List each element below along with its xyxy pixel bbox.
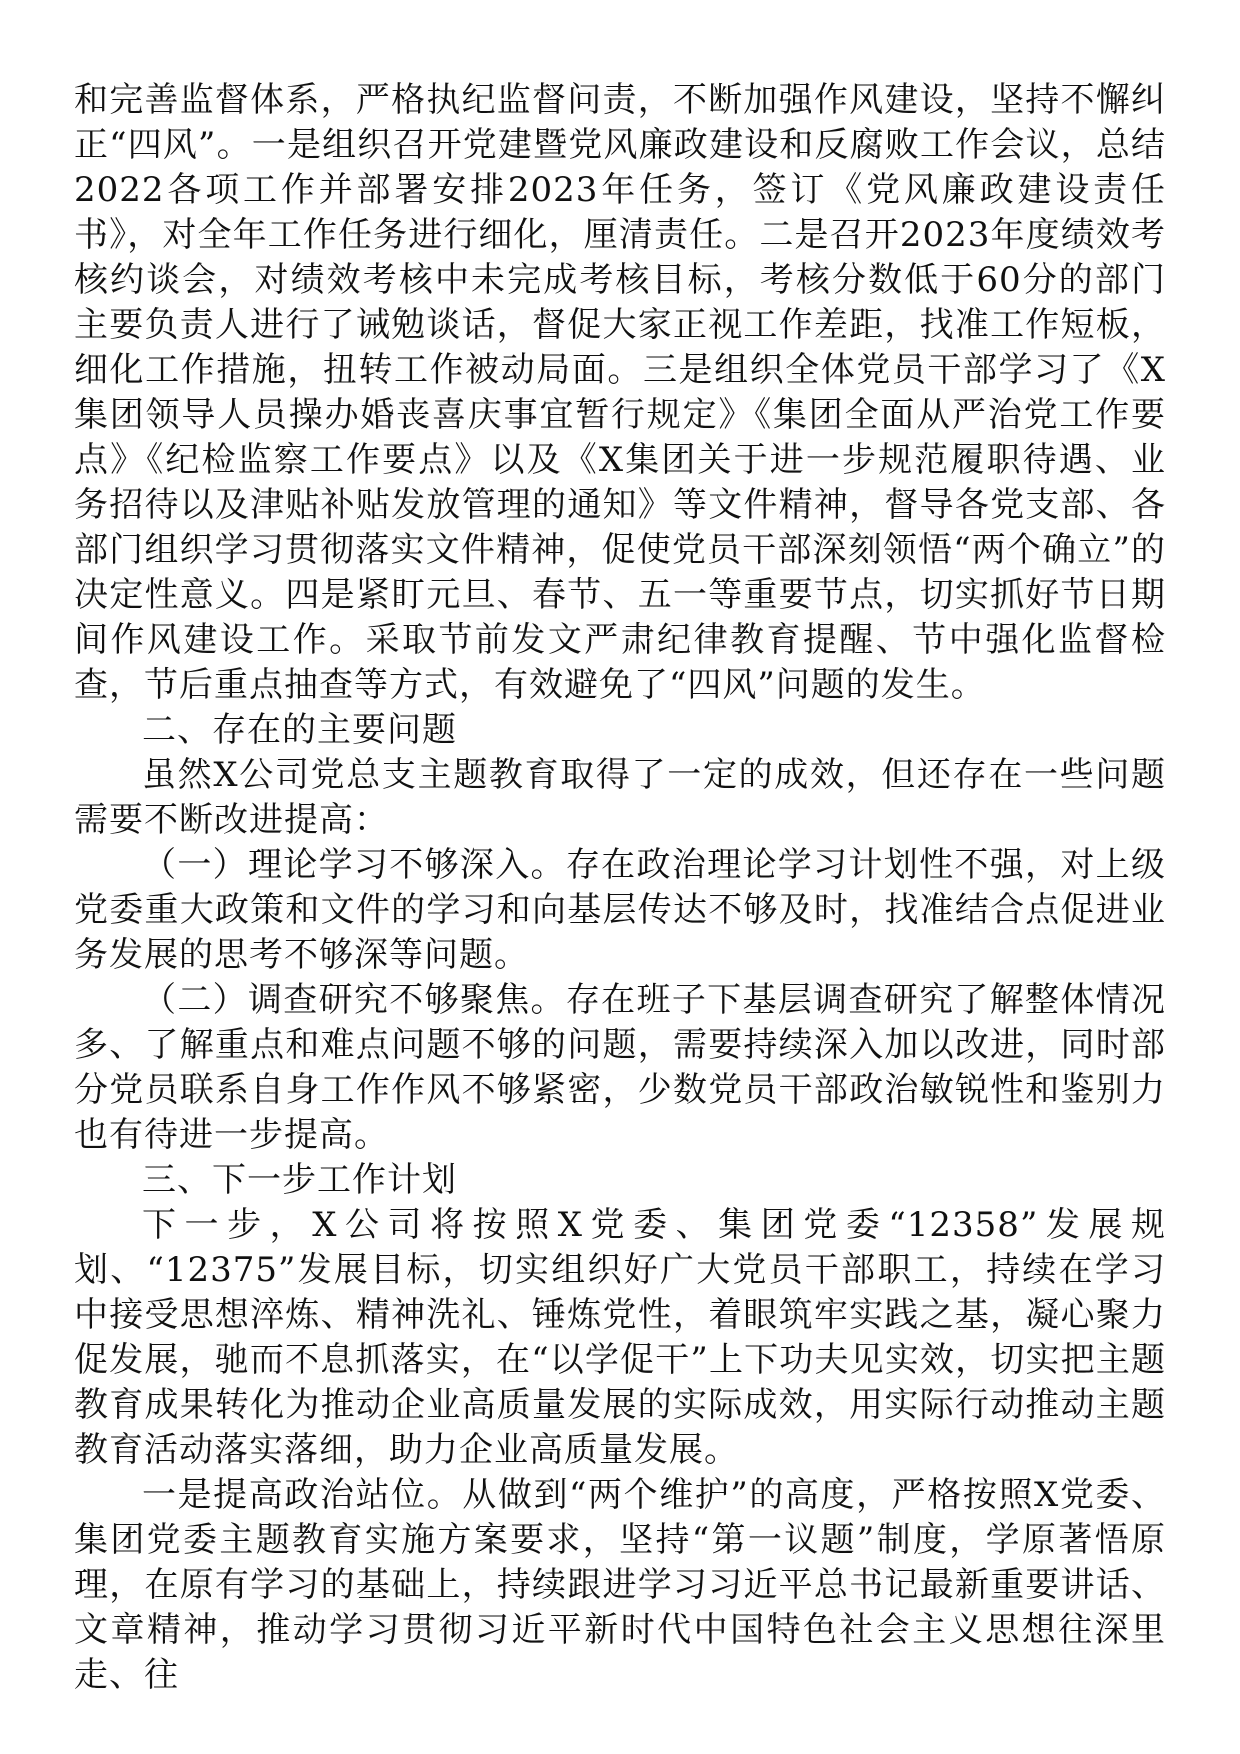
paragraph-next-step: 下一步，X公司将按照X党委、集团党委“12358”发展规划、“12375”发展目标，切实组织好广大党员干部职工，持续在学习中接受思想淬炼、精神洗礼、锤炼党性，着眼筑牢实践之基，凝心聚力促发展，驰而不息抓落实，在“以学促干”上下功夫见实效，切实把主题教育成果转化为推动企业高质量发展的实际成效，用实际行动推动主题教育活动落实落细，助力企业高质量发展。	[74, 1205, 1166, 1470]
section-heading-main-problems: 二、存在的主要问题	[142, 710, 457, 750]
document-body	[74, 78, 1166, 1698]
paragraph-supervision-work: 和完善监督体系，严格执纪监督问责，不断加强作风建设，坚持不懈纠正“四风”。一是组织召开党建暨党风廉政建设和反腐败工作会议，总结2022各项工作并部署安排2023年任务，签订《党风廉政建设责任书》，对全年工作任务进行细化，厘清责任。二是召开2023年度绩效考核约谈会，对绩效考核中未完成考核目标，考核分数低于60分的部门主要负责人进行了诫勉谈话，督促大家正视工作差距，找准工作短板，细化工作措施，扭转工作被动局面。三是组织全体党员干部学习了《X集团领导人员操办婚丧喜庆事宜暂行规定》《集团全面从严治党工作要点》《纪检监察工作要点》以及《X集团关于进一步规范履职待遇、业务招待以及津贴补贴发放管理的通知》等文件精神，督导各党支部、各部门组织学习贯彻落实文件精神，促使党员干部深刻领悟“两个确立”的决定性意义。四是紧盯元旦、春节、五一等重要节点，切实抓好节日期间作风建设工作。采取节前发文严肃纪律教育提醒、节中强化监督检查，节后重点抽查等方式，有效避免了“四风”问题的发生。	[74, 80, 1166, 705]
paragraph-problems-intro: 虽然X公司党总支主题教育取得了一定的成效，但还存在一些问题需要不断改进提高：	[74, 755, 1166, 840]
paragraph-political-stance: 一是提高政治站位。从做到“两个维护”的高度，严格按照X党委、集团党委主题教育实施方案要求，坚持“第一议题”制度，学原著悟原理，在原有学习的基础上，持续跟进学习习近平总书记最新重要讲话、文章精神，推动学习贯彻习近平新时代中国特色社会主义思想往深里走、往	[74, 1475, 1166, 1695]
section-heading-next-plan: 三、下一步工作计划	[142, 1160, 457, 1200]
paragraph-problem-research: （二）调查研究不够聚焦。存在班子下基层调查研究了解整体情况多、了解重点和难点问题不够的问题，需要持续深入加以改进，同时部分党员联系自身工作作风不够紧密，少数党员干部政治敏锐性和鉴别力也有待进一步提高。	[74, 980, 1166, 1155]
paragraph-problem-theory-study: （一）理论学习不够深入。存在政治理论学习计划性不强，对上级党委重大政策和文件的学习和向基层传达不够及时，找准结合点促进业务发展的思考不够深等问题。	[74, 845, 1166, 975]
